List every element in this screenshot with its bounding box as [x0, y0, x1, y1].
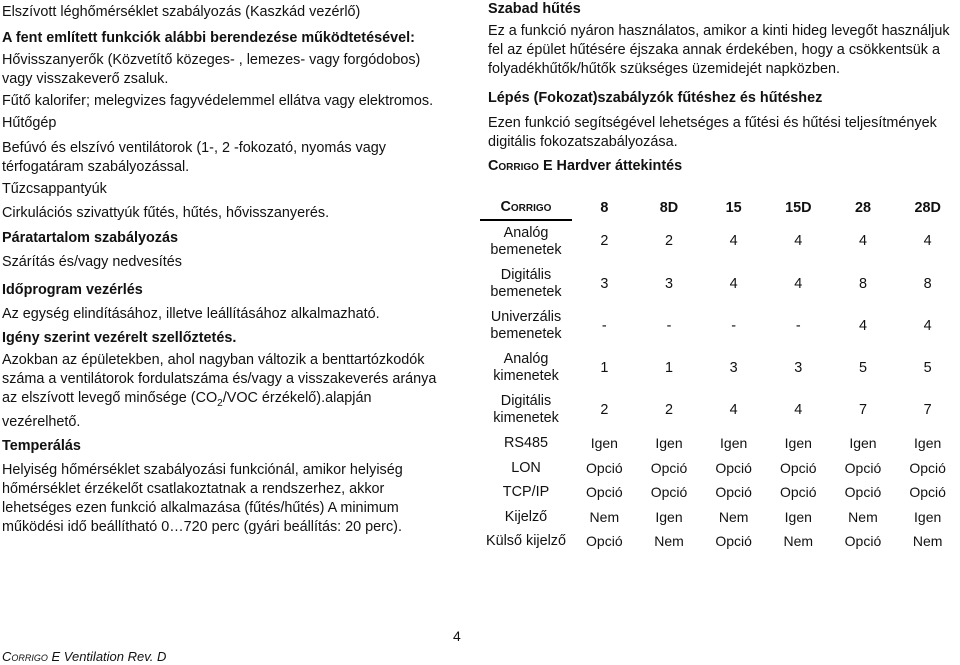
table-cell: Igen: [914, 508, 942, 525]
table-cell: 2: [664, 401, 673, 418]
table-row: [480, 529, 960, 554]
table-cell: Igen: [914, 435, 942, 452]
table-cell: Igen: [590, 435, 618, 452]
freecool-heading: Szabad hűtés: [488, 1, 581, 17]
table-cell: Igen: [784, 435, 812, 452]
row-label: Külső kijelző: [486, 533, 566, 550]
table-cell: 2: [600, 233, 609, 249]
functions-item-fire-dampers: Tűzcsappantyúk: [2, 181, 107, 197]
table-cell: 4: [794, 275, 803, 292]
table-cell: 4: [858, 233, 867, 249]
table-header-cell: 8: [600, 199, 609, 216]
table-header-cell: 28D: [914, 199, 941, 216]
table-cell: Opció: [909, 484, 946, 501]
table-header-cell: 28: [854, 199, 871, 216]
table-cell: Nem: [718, 508, 749, 525]
table-header-row: [480, 195, 960, 220]
table-cell: Opció: [844, 459, 882, 476]
table-cell: Opció: [715, 484, 752, 501]
row-label: TCP/IP: [502, 484, 550, 501]
temp-text: Helyiség hőmérséklet szabályozási funkciónál, amikor helyiség hőmérséklet érzékelőt csatlakoztatnak a rendszerhez, akkor lehetséges ezen funkció alkalmazása (fűtés/hűtés) A minimum működési idő beállítható 0…720 perc (gyári beállítás: 20 perc).: [2, 461, 403, 535]
right-column: [488, 0, 958, 176]
table-cell: -: [601, 317, 607, 334]
table-cell: 3: [600, 275, 609, 292]
table-cell: 4: [794, 233, 803, 249]
table-cell: Opció: [844, 484, 882, 501]
table-row: [480, 431, 960, 456]
table-cell: 3: [664, 275, 673, 292]
table-cell: 2: [664, 233, 673, 249]
table-row: [480, 456, 960, 481]
schedule-heading: Időprogram vezérlés: [2, 282, 143, 298]
table-cell: 1: [664, 359, 673, 376]
table-cell: Opció: [780, 459, 817, 476]
row-label: Digitális kimenetek: [493, 393, 559, 426]
step-heading: Lépés (Fokozat)szabályzók fűtéshez és hűtéshez: [488, 90, 823, 106]
humidity-text: Szárítás és/vagy nedvesítés: [2, 254, 182, 270]
table-row: [480, 305, 960, 347]
table-header-cell: 15D: [785, 199, 812, 216]
table-cell: Nem: [654, 533, 684, 550]
table-cell: Opció: [650, 459, 688, 476]
functions-item-pumps: Cirkulációs szivattyúk fűtés, hűtés, hővisszanyerés.: [2, 205, 330, 221]
table-cell: Nem: [589, 508, 620, 525]
table-cell: 7: [858, 401, 867, 418]
table-cell: 5: [923, 359, 932, 376]
table-row: [480, 263, 960, 305]
table-cell: Opció: [780, 484, 817, 501]
row-label: Digitális bemenetek: [490, 267, 562, 300]
table-cell: 5: [858, 359, 867, 376]
table-brand-cell: Corrigo: [480, 195, 572, 220]
page-number: 4: [453, 628, 461, 644]
row-label: Kijelző: [504, 508, 548, 525]
table-header-cell: 8D: [659, 199, 679, 216]
table-cell: -: [795, 317, 801, 334]
table-cell: 7: [923, 401, 932, 418]
table-cell: Opció: [586, 484, 623, 501]
table-cell: -: [731, 317, 737, 334]
temp-heading: Temperálás: [2, 437, 81, 454]
table-cell: Nem: [848, 508, 878, 525]
table-cell: 1: [600, 359, 609, 376]
table-row: [480, 389, 960, 431]
hardware-table: [480, 195, 960, 554]
table-cell: -: [666, 317, 672, 334]
step-text: Ezen funkció segítségével lehetséges a fűtési és hűtési teljesítmények digitális fokozatszabályozása.: [488, 115, 937, 150]
table-cell: Igen: [849, 435, 877, 452]
table-header-cell: 15: [725, 199, 742, 216]
table-cell: Igen: [720, 435, 748, 452]
table-cell: 8: [923, 275, 932, 292]
table-row: [480, 220, 960, 263]
functions-item-fans: Befúvó és elszívó ventilátorok (1-, 2 -fokozató, nyomás vagy térfogatáram szabályozással.: [2, 140, 386, 175]
table-cell: Igen: [655, 508, 683, 525]
row-label: LON: [511, 459, 541, 476]
footer: Corrigo E Ventilation Rev. D: [2, 649, 167, 664]
table-cell: Opció: [586, 533, 623, 550]
table-cell: 4: [729, 401, 738, 418]
humidity-heading: Páratartalom szabályozás: [2, 230, 178, 246]
table-cell: Opció: [715, 459, 752, 476]
table-cell: 4: [729, 233, 738, 249]
table-row: [480, 480, 960, 505]
freecool-text: Ez a funkció nyáron használatos, amikor a kinti hideg levegőt használjuk fel az épület hűtésére éjszaka annak érdekében, hogy a csökkentsük a folyadékhűtők/hűtők szükséges üzemidejét napközben.: [488, 23, 950, 77]
table-row: [480, 505, 960, 530]
table-cell: 2: [600, 401, 609, 418]
table-cell: Igen: [784, 508, 812, 525]
table-cell: 4: [923, 317, 932, 334]
functions-item-chiller: Hűtőgép: [2, 115, 57, 131]
table-cell: 3: [794, 359, 803, 376]
table-cell: Nem: [912, 533, 943, 550]
table-cell: Opció: [586, 459, 623, 476]
table-cell: 4: [858, 317, 867, 334]
functions-item-heat-recovery: Hővisszanyerők (Közvetítő közeges- , lemezes- vagy forgódobos) vagy visszakeverő zsaluk.: [2, 52, 421, 87]
table-cell: Igen: [655, 435, 683, 452]
table-cell: 4: [923, 233, 932, 249]
table-cell: Opció: [715, 533, 752, 550]
table-cell: Opció: [844, 533, 882, 550]
row-label: Analóg kimenetek: [493, 351, 559, 384]
row-label: Analóg bemenetek: [490, 225, 562, 258]
table-row: [480, 347, 960, 389]
dcv-heading: Igény szerint vezérelt szellőztetés.: [2, 330, 237, 346]
table-cell: 8: [858, 275, 867, 292]
section-title: Elszívott léghőmérséklet szabályozás (Kaszkád vezérlő): [2, 4, 361, 20]
hardware-heading: Corrigo E Hardver áttekintés: [488, 158, 683, 174]
functions-heading: A fent említett funkciók alábbi berendezése működtetésével:: [2, 30, 415, 46]
table-cell: 4: [794, 401, 803, 418]
table-cell: Opció: [909, 459, 946, 476]
table-cell: 4: [729, 275, 738, 292]
table-cell: Opció: [650, 484, 688, 501]
dcv-text: Azokban az épületekben, ahol nagyban változik a benttartózkodók száma a ventilátorok fordulatszáma és/vagy a visszakeverés aránya az elszívott levegő minősége ($CO_2$/VOC érzékelő).alapján vezérelhető.: [2, 352, 437, 430]
row-label: RS485: [503, 435, 548, 452]
schedule-text: Az egység elindításához, illetve leállításához alkalmazható.: [2, 306, 380, 322]
row-label: Univerzális bemenetek: [490, 309, 562, 342]
functions-item-heater: Fűtő kalorifer; melegvizes fagyvédelemmel ellátva vagy elektromos.: [2, 93, 434, 109]
table-cell: Nem: [783, 533, 814, 550]
table-cell: 3: [729, 359, 738, 376]
left-column: [2, 0, 442, 537]
